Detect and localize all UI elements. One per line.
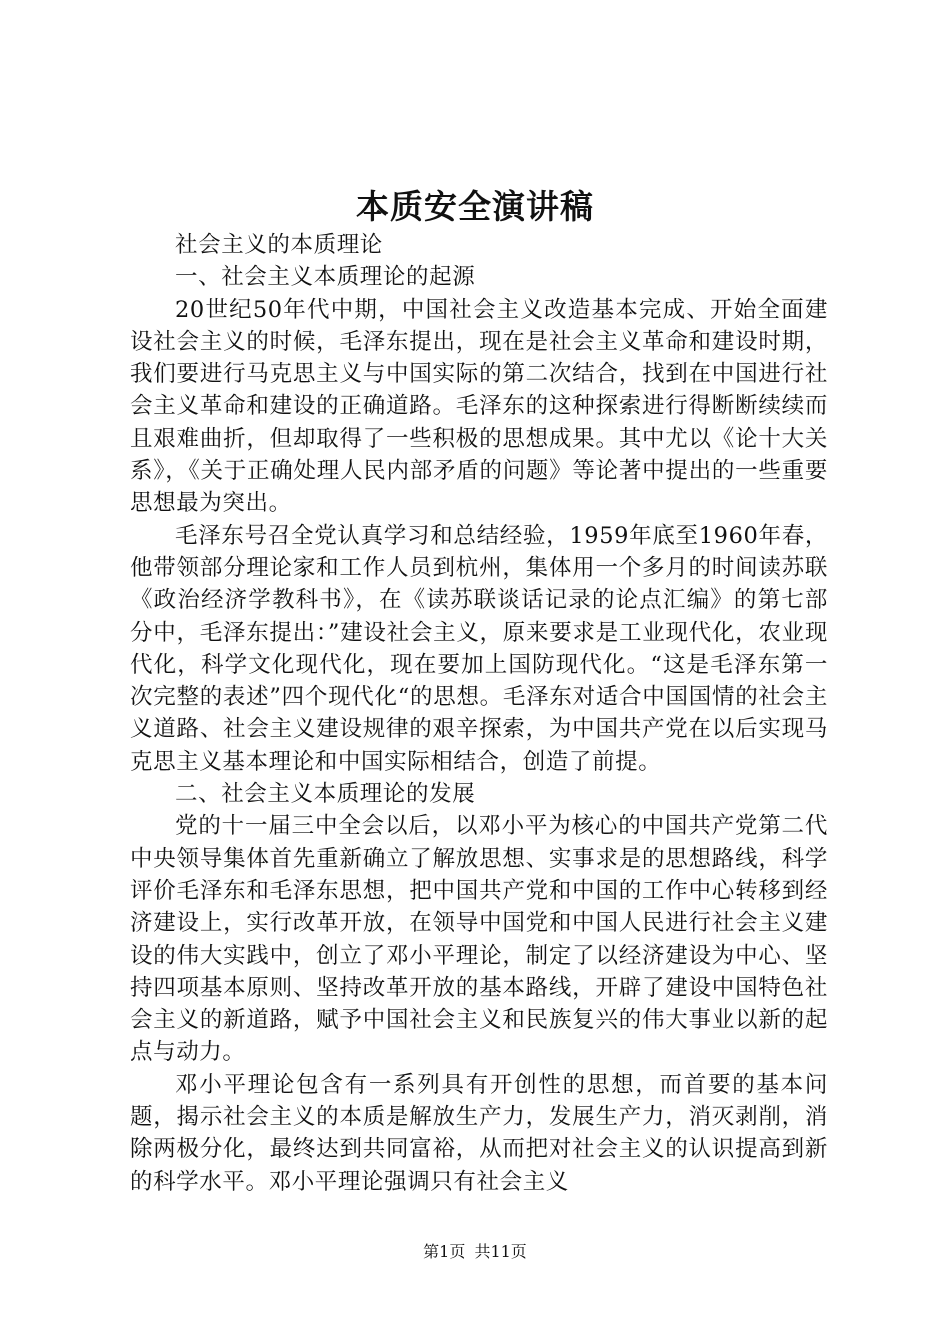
section-heading-origin: 一、社会主义本质理论的起源: [175, 264, 476, 291]
section-heading-development: 二、社会主义本质理论的发展: [175, 781, 476, 808]
paragraph: 邓小平理论包含有一系列具有开创性的思想，而首要的基本问题，揭示社会主义的本质是解放生产力，发展生产力，消灭剥削，消除两极分化，最终达到共同富裕，从而把对社会主义的认识提高到新的科学水平。邓小平理论强调只有社会主义: [130, 1071, 828, 1195]
paragraph: 党的十一届三中全会以后，以邓小平为核心的中国共产党第二代中央领导集体首先重新确立了解放思想、实事求是的思想路线，科学评价毛泽东和毛泽东思想，把中国共产党和中国的工作中心转移到经济建设上，实行改革开放，在领导中国党和中国人民进行社会主义建设的伟大实践中，创立了邓小平理论，制定了以经济建设为中心、坚持四项基本原则、坚持改革开放的基本路线，开辟了建设中国特色社会主义的新道路，赋予中国社会主义和民族复兴的伟大事业以新的起点与动力。: [130, 813, 828, 1066]
paragraph: 毛泽东号召全党认真学习和总结经验，1959年底至1960年春，他带领部分理论家和工作人员到杭州，集体用一个多月的时间读苏联《政治经济学教科书》，在《读苏联谈话记录的论点汇编》的第七部分中，毛泽东提出：”建设社会主义，原来要求是工业现代化，农业现代化，科学文化现代化，现在要加上国防现代化。“这是毛泽东第一次完整的表述”四个现代化“的思想。毛泽东对适合中国国情的社会主义道路、社会主义建设规律的艰辛探索，为中国共产党在以后实现马克思主义基本理论和中国实际相结合，创造了前提。: [130, 522, 828, 775]
document-title: 本质安全演讲稿: [356, 187, 594, 226]
document-body: [130, 229, 828, 1198]
paragraph-heading: 社会主义的本质理论: [175, 232, 383, 258]
page-footer: 第1页 共11页: [423, 1242, 527, 1261]
paragraph: 20世纪50年代中期，中国社会主义改造基本完成、开始全面建设社会主义的时候，毛泽东提出，现在是社会主义革命和建设时期，我们要进行马克思主义与中国实际的第二次结合，找到在中国进行社会主义革命和建设的正确道路。毛泽东的这种探索进行得断断续续而且艰难曲折，但却取得了一些积极的思想成果。其中尤以《论十大关系》，《关于正确处理人民内部矛盾的问题》等论著中提出的一些重要思想最为突出。: [130, 296, 828, 517]
